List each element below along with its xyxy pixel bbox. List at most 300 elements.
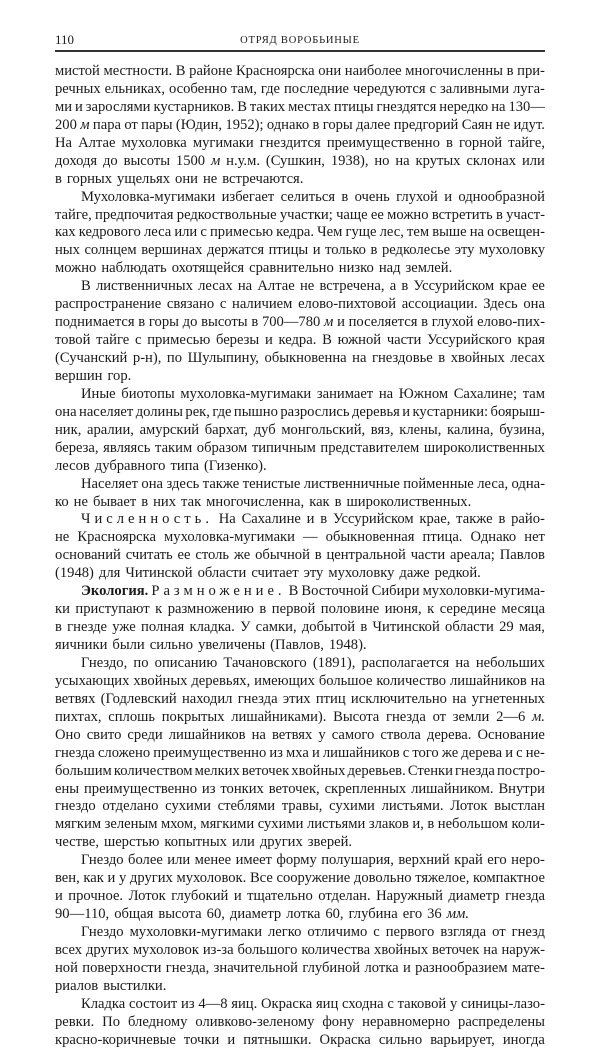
word: Гнездо: [81, 852, 124, 869]
word: как: [83, 870, 104, 887]
word: Однако: [470, 529, 517, 546]
word: широколиственных: [423, 439, 545, 456]
word: гнезда: [505, 888, 545, 905]
word: мягкими: [200, 816, 255, 833]
paragraph: [55, 63, 545, 189]
word: низко: [338, 260, 374, 277]
word: Высота: [333, 708, 380, 725]
word: кустарников.: [153, 98, 235, 115]
text-line: [55, 798, 545, 816]
text-line: [55, 422, 545, 440]
word: сухими: [329, 798, 375, 815]
word: листьями.: [381, 798, 444, 815]
word: в: [55, 619, 62, 636]
word: и: [402, 959, 411, 976]
word: дубравного: [94, 457, 166, 474]
word: тенистые: [242, 475, 301, 492]
text-line: [55, 224, 545, 242]
word: лес,: [379, 224, 404, 241]
word: где: [212, 403, 232, 420]
word: в: [55, 170, 62, 187]
word: крае,: [419, 511, 451, 528]
word: далее: [356, 116, 391, 133]
section-heading-spaced: Численность.: [81, 511, 213, 528]
word: ены: [55, 780, 80, 797]
word: них: [153, 493, 177, 510]
word: яиц: [315, 995, 339, 1012]
word: листьями: [306, 816, 366, 833]
word: елово-пихтовой: [298, 296, 397, 313]
word: кедра.: [278, 332, 317, 349]
word: находил: [181, 690, 233, 707]
word: его: [402, 906, 423, 923]
word: бывает: [92, 493, 137, 510]
word: мхом,: [160, 816, 197, 833]
word: мухоловка: [121, 134, 187, 151]
word: середине: [439, 601, 496, 618]
word: освещен-: [487, 224, 545, 241]
word: Окраска: [261, 995, 313, 1012]
word: луга-: [513, 80, 545, 97]
word: ник,: [55, 421, 82, 438]
word: гнезда,: [165, 959, 210, 976]
word: гнезда: [455, 762, 495, 779]
paragraph: [55, 476, 545, 512]
word: гнездо: [55, 798, 96, 815]
word: лесах: [198, 278, 233, 295]
word: тайге,: [55, 206, 92, 223]
text-line: [55, 135, 545, 153]
word: дуб: [253, 421, 276, 438]
text-line: [55, 63, 545, 81]
text-line: [55, 619, 545, 637]
word: птица.: [422, 529, 463, 546]
word: от: [124, 116, 138, 133]
word: даже: [399, 565, 430, 582]
word: злаков: [368, 816, 409, 833]
word: гнезд: [511, 924, 545, 940]
word: преимущественно: [153, 744, 267, 761]
word: большое: [318, 672, 373, 689]
text-line: [55, 637, 545, 655]
word: тяжелое,: [415, 870, 470, 887]
word: ареала;: [450, 547, 495, 564]
text-line: [55, 852, 545, 870]
word: селиться: [280, 188, 336, 205]
word: по: [133, 654, 149, 671]
word: области: [445, 619, 494, 636]
word: риалов: [55, 977, 99, 994]
word: участ-: [506, 206, 545, 223]
word: к: [427, 601, 435, 618]
word: свито: [86, 726, 122, 743]
word: По: [102, 1013, 121, 1030]
word: угнетенных: [471, 690, 545, 707]
word: аралии,: [87, 421, 134, 438]
word: гнездовье: [372, 350, 433, 366]
word: лиственничных: [95, 278, 193, 295]
word: (Сушкин,: [265, 152, 325, 169]
word: (Годлевский: [100, 690, 177, 707]
word: синицы-лазо-: [460, 995, 545, 1012]
word: (Павлов,: [270, 637, 324, 653]
word: среди: [127, 726, 163, 743]
word: предгорий: [393, 116, 459, 133]
word: таких: [249, 98, 286, 115]
word: На: [55, 134, 73, 151]
word: крутых: [415, 152, 461, 169]
word: разрослись: [280, 403, 350, 420]
word: не-: [525, 744, 545, 761]
word: варьирует,: [430, 1031, 495, 1048]
word: в: [138, 314, 146, 331]
word: населяет: [79, 403, 134, 420]
word: райо-: [511, 511, 545, 528]
word: на: [237, 278, 253, 295]
word: крае: [499, 278, 527, 295]
word: в: [498, 511, 506, 528]
word: встречаются.: [222, 170, 304, 187]
word: край: [454, 852, 483, 869]
word: В: [322, 332, 332, 349]
word: в: [401, 278, 409, 295]
word: усыхающих: [55, 672, 130, 689]
running-title: ОТРЯД ВОРОБЬИНЫЕ: [240, 35, 360, 46]
word: образом: [196, 439, 248, 456]
word: ее: [531, 278, 545, 295]
word: дерева: [461, 744, 503, 761]
word: количества: [301, 941, 371, 958]
word: Кладка: [81, 995, 126, 1012]
word: значительной: [213, 959, 298, 976]
word: хвойных: [374, 941, 429, 958]
word: на: [378, 385, 394, 402]
word: к: [155, 601, 163, 618]
word: но: [374, 152, 390, 169]
word: высота: [158, 906, 202, 923]
word: южной: [337, 332, 382, 349]
word: распространение: [55, 296, 162, 313]
text-line: [55, 745, 545, 763]
word: м: [80, 116, 90, 133]
word: Красноярска: [235, 63, 315, 79]
word: широколиственных.: [346, 493, 472, 510]
word: пятнышки.: [243, 1031, 312, 1048]
word: рек,: [185, 403, 210, 420]
word: хвойных: [291, 762, 346, 779]
word: этих: [282, 690, 311, 707]
text-line: [55, 673, 545, 691]
word: леса: [143, 224, 172, 241]
word: многочисленны: [405, 63, 503, 79]
word: пойменные: [403, 475, 474, 492]
word: ревки.: [55, 1013, 95, 1030]
word: преимущественно: [83, 780, 198, 797]
word: лесах: [510, 350, 545, 366]
word: при-: [517, 63, 545, 79]
word: Окраска: [319, 1031, 371, 1048]
word: и: [444, 188, 452, 205]
word: постро-: [496, 762, 545, 779]
word: в: [320, 511, 328, 528]
word: чередуются: [353, 80, 426, 97]
word: отличимо: [307, 924, 368, 940]
word: отделан.: [318, 888, 371, 905]
word: березы: [215, 332, 260, 349]
word: ко: [55, 493, 69, 510]
word: елово-пих-: [477, 314, 545, 331]
word: пышно: [233, 403, 278, 420]
word: коли-: [511, 816, 545, 833]
word: однако: [266, 116, 310, 133]
word: В: [81, 278, 91, 295]
word: сплошь: [108, 708, 156, 725]
word: гнезда: [237, 690, 278, 707]
word: на: [251, 726, 266, 743]
word: тайге,: [508, 134, 545, 151]
word: вершинах: [141, 242, 203, 259]
word: Сахалине: [241, 511, 301, 528]
word: пара: [92, 116, 121, 133]
word: ущельях: [117, 170, 171, 187]
word: мухоловки-мугима-: [422, 583, 545, 600]
word: птицы: [268, 242, 309, 259]
word: нередко: [439, 98, 489, 115]
word: Восточной: [301, 583, 369, 600]
word: наблюдать: [101, 260, 167, 277]
text-line: [55, 583, 545, 601]
word: из-за: [202, 941, 234, 958]
word: монгольский,: [281, 421, 366, 438]
word: того: [412, 744, 439, 761]
word: у: [318, 726, 326, 743]
word: из: [269, 744, 283, 761]
word: можно: [387, 206, 429, 223]
word: местности.: [103, 63, 173, 79]
word: не: [495, 116, 511, 133]
word: 1500: [175, 152, 206, 169]
word: в: [438, 350, 446, 366]
word: она: [55, 403, 77, 420]
word: у: [449, 995, 458, 1012]
word: Красноярска: [77, 529, 156, 546]
word: по: [166, 350, 183, 366]
word: большим: [55, 762, 112, 779]
word: были: [112, 637, 145, 653]
word: легко: [268, 924, 302, 940]
word: довольно: [353, 870, 412, 887]
word: горы: [148, 314, 179, 331]
word: первой: [271, 601, 316, 618]
word: где: [260, 80, 281, 97]
word: калина,: [447, 421, 494, 438]
text-line: [55, 763, 545, 781]
word: м: [324, 314, 334, 331]
word: в: [445, 134, 453, 151]
word: покрытых: [161, 708, 225, 725]
word: р-н),: [132, 350, 162, 366]
word: (1948): [55, 565, 94, 582]
word: как: [309, 493, 330, 510]
word: других: [259, 834, 303, 851]
word: прочное.: [68, 888, 124, 905]
text-line: [55, 189, 545, 207]
word: сложено: [97, 744, 151, 761]
word: Мухоловка-мугимаки: [81, 188, 216, 205]
paragraph: [55, 583, 545, 655]
word: мм.: [446, 906, 469, 923]
word: месяца: [501, 601, 545, 618]
word: эту: [454, 242, 475, 259]
word: типичным: [251, 439, 316, 456]
word: примесью: [209, 224, 274, 241]
text-line: [55, 709, 545, 727]
text-line: [55, 81, 545, 99]
word: В: [237, 98, 247, 115]
word: не: [55, 529, 70, 546]
word: располагается: [361, 654, 450, 671]
word: вяз,: [370, 421, 394, 438]
word: увеличены: [198, 637, 266, 653]
word: сильно: [149, 637, 194, 653]
word: кедра.: [276, 224, 315, 241]
word: деревьях,: [191, 672, 251, 689]
word: имеет: [235, 852, 272, 869]
word: обыкновенна: [264, 350, 347, 366]
word: кладка.: [189, 619, 235, 636]
word: состоит: [129, 995, 178, 1012]
text-line: [55, 924, 545, 942]
word: и: [233, 888, 242, 905]
text-line: [55, 171, 545, 189]
text-line: [55, 368, 545, 386]
word: или: [167, 852, 191, 869]
word: в: [141, 493, 149, 510]
word: ных: [55, 242, 80, 259]
word: компактное: [473, 870, 545, 887]
word: не: [202, 170, 218, 187]
word: клены,: [399, 421, 442, 438]
text-line: [55, 260, 545, 278]
word: В: [288, 583, 299, 600]
word: Павлов: [499, 547, 545, 564]
word: 29: [499, 619, 514, 636]
word: долины: [135, 403, 183, 420]
word: самого: [331, 726, 375, 743]
text-line: [55, 565, 545, 583]
word: —: [303, 529, 318, 546]
word: зеленым: [104, 816, 158, 833]
word: лишайником.: [411, 780, 494, 797]
word: лишайников: [322, 744, 400, 761]
word: сравнительно: [249, 260, 334, 277]
word: однообразной: [458, 188, 545, 205]
word: высоты: [123, 152, 171, 169]
word: от: [432, 708, 447, 725]
word: Населяет: [81, 475, 138, 492]
paragraph: [55, 996, 545, 1050]
word: редколесье: [381, 242, 451, 259]
word: других: [129, 870, 173, 887]
word: склонах: [466, 152, 517, 169]
word: там: [522, 385, 545, 402]
text-line: [55, 547, 545, 565]
word: не: [73, 493, 88, 510]
word: типа: [170, 457, 199, 474]
word: наиболее: [344, 63, 402, 79]
word: Южном: [398, 385, 449, 402]
word: Лоток: [450, 798, 488, 815]
word: 1948).: [328, 637, 367, 653]
paragraph: [55, 278, 545, 386]
word: пихтах,: [55, 708, 102, 725]
word: зарослями: [85, 98, 151, 115]
word: ветвях: [271, 726, 313, 743]
word: и: [227, 1031, 236, 1048]
word: 1938),: [330, 152, 369, 169]
text-line: [55, 153, 545, 171]
text-line: [55, 691, 545, 709]
word: н.у.м.: [226, 152, 260, 169]
word: тщательно: [247, 888, 313, 905]
word: шерстью: [103, 834, 160, 851]
word: до: [102, 152, 118, 169]
word: на: [352, 350, 367, 366]
word: особенно: [168, 80, 227, 97]
word: Читинской: [372, 619, 440, 636]
word: лишайниками).: [231, 708, 327, 725]
word: на: [469, 224, 485, 241]
word: глухой: [396, 188, 438, 205]
paragraph: [55, 852, 545, 924]
word: 130—: [508, 98, 545, 115]
word: взгляда: [440, 924, 487, 940]
word: ельниках,: [104, 80, 165, 97]
word: сухими: [165, 798, 211, 815]
word: держатся: [206, 242, 265, 259]
word: края: [517, 332, 545, 349]
word: Сибири: [371, 583, 420, 600]
word: или: [174, 224, 198, 241]
word: его: [487, 852, 507, 869]
word: ее: [370, 206, 384, 223]
word: занимает: [316, 385, 374, 402]
word: м.: [531, 708, 545, 725]
word: до: [182, 314, 198, 331]
word: более: [128, 852, 163, 869]
text-line: [55, 727, 545, 745]
word: редкой.: [434, 565, 481, 582]
word: от: [492, 924, 506, 940]
word: Лоток: [128, 888, 166, 905]
word: небольшом: [437, 816, 509, 833]
word: разнообразием: [415, 959, 508, 976]
word: береза,: [55, 439, 99, 456]
word: Саян: [461, 116, 493, 133]
word: точки: [183, 1031, 220, 1048]
word: (Сучанский: [55, 350, 128, 366]
word: наруж-: [501, 941, 545, 958]
word: 4—8: [198, 995, 228, 1012]
word: ее: [177, 547, 191, 564]
word: и: [306, 511, 315, 528]
word: в: [312, 116, 320, 133]
text-line: [55, 386, 545, 404]
text-line: [55, 960, 545, 978]
word: Алтае: [78, 134, 116, 151]
word: мистой: [55, 63, 100, 79]
word: обычной: [255, 547, 310, 564]
